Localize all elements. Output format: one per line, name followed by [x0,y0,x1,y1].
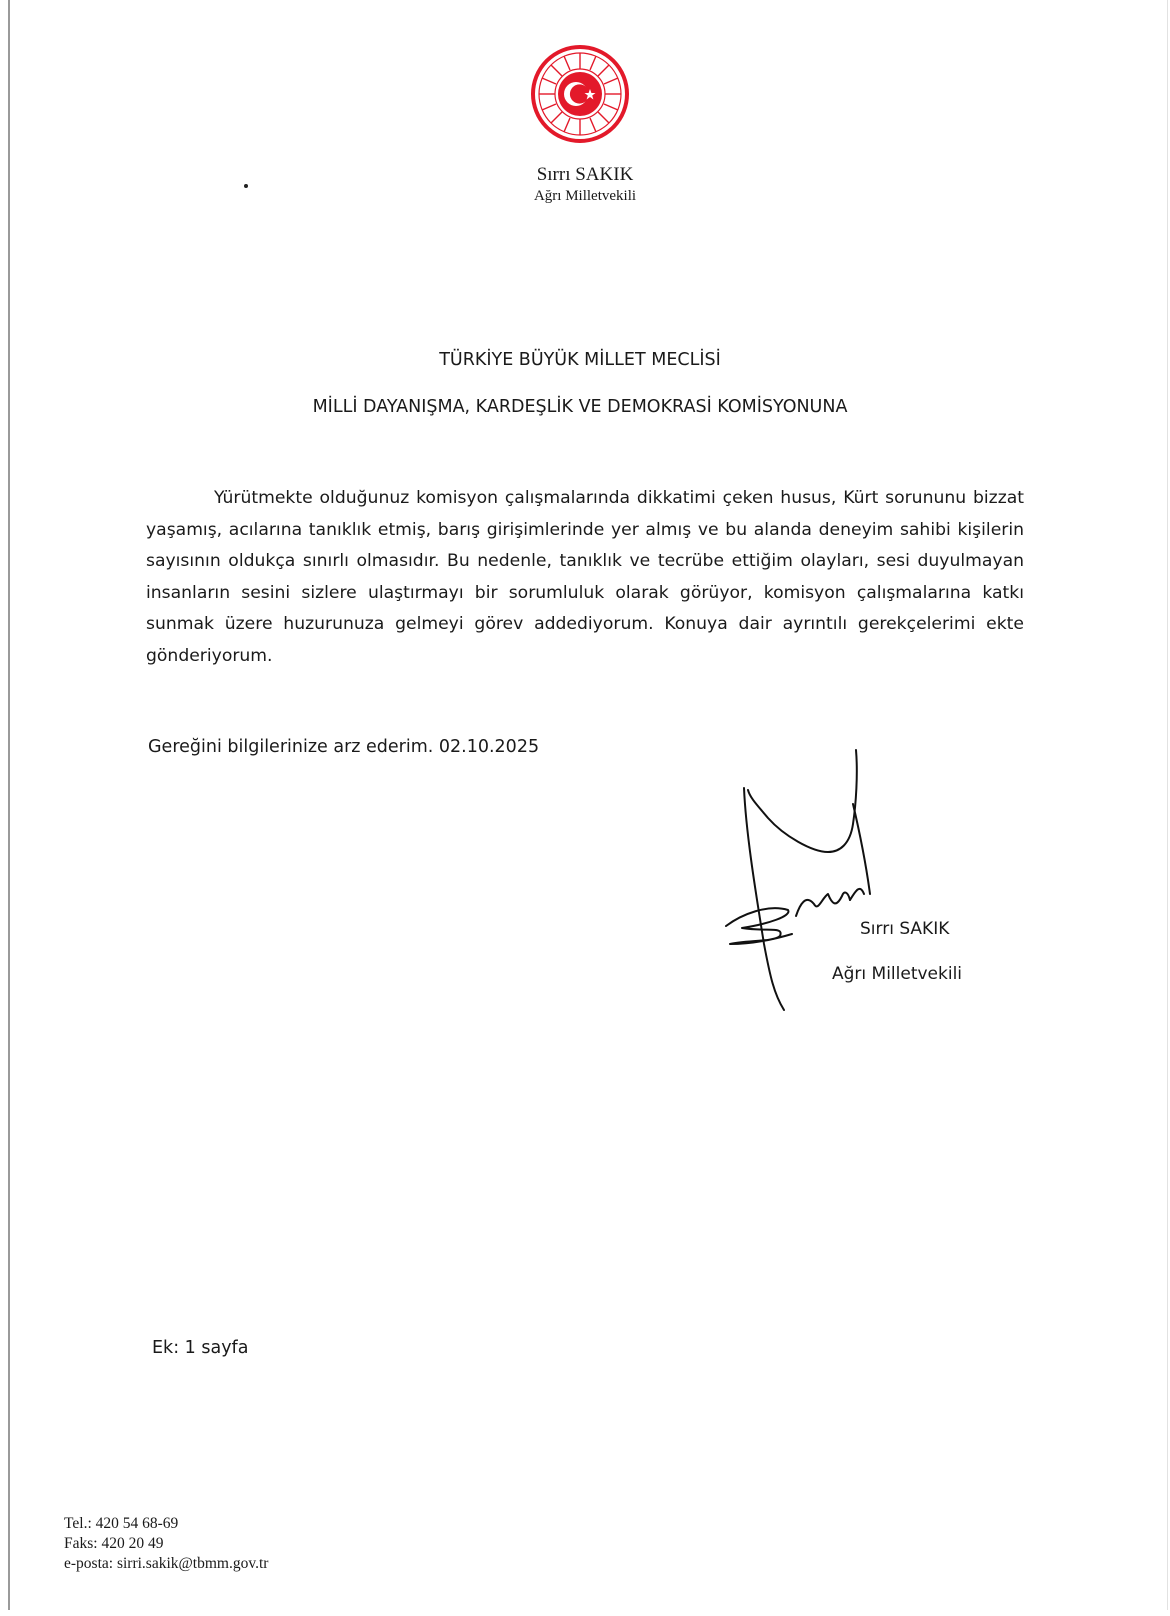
recipient-line-2: MİLLİ DAYANIŞMA, KARDEŞLİK VE DEMOKRASİ KOMİSYONUNA [312,397,848,417]
signer-role: Ağrı Milletvekili [832,964,963,984]
attachment-note: Ek: 1 sayfa [152,1338,249,1358]
contact-fax: Faks: 420 20 49 [64,1535,164,1552]
contact-phone: Tel.: 420 54 68-69 [64,1515,179,1532]
header-role: Ağrı Milletvekili [533,188,637,204]
header-name: Sırrı SAKIK [536,164,634,185]
contact-email: e-posta: sirri.sakik@tbmm.gov.tr [64,1555,269,1572]
recipient-line-1: TÜRKİYE BÜYÜK MİLLET MECLİSİ [439,350,721,370]
letter-body: Yürütmekte olduğunuz komisyon çalışmalarında dikkatimi çeken husus, Kürt sorununu bizzat yaşamış, acılarına tanıklık etmiş, barış girişimlerinde yer almış ve bu alanda deneyim sahibi kişilerin sayısının oldukça sınırlı olmasıdır. Bu nedenle, tanıklık ve tecrübe ettiğim olayları, sesi duyulmayan insanların sesini sizlere ulaştırmayı bir sorumluluk olarak görüyor, komisyon çalışmalarına katkı sunmak üzere huzurunuza gelmeyi görev addediyorum. Konuya dair ayrıntılı gerekçelerimi ekte gönderiyorum. [146,488,1024,666]
signer-name: Sırrı SAKIK [860,919,950,939]
letter-page [8,0,1168,1610]
scan-speck [244,184,248,188]
closing-line: Gereğini bilgilerinize arz ederim. 02.10.2025 [148,737,540,757]
contact-block [64,1514,268,1574]
tbmm-emblem-icon [530,44,630,144]
